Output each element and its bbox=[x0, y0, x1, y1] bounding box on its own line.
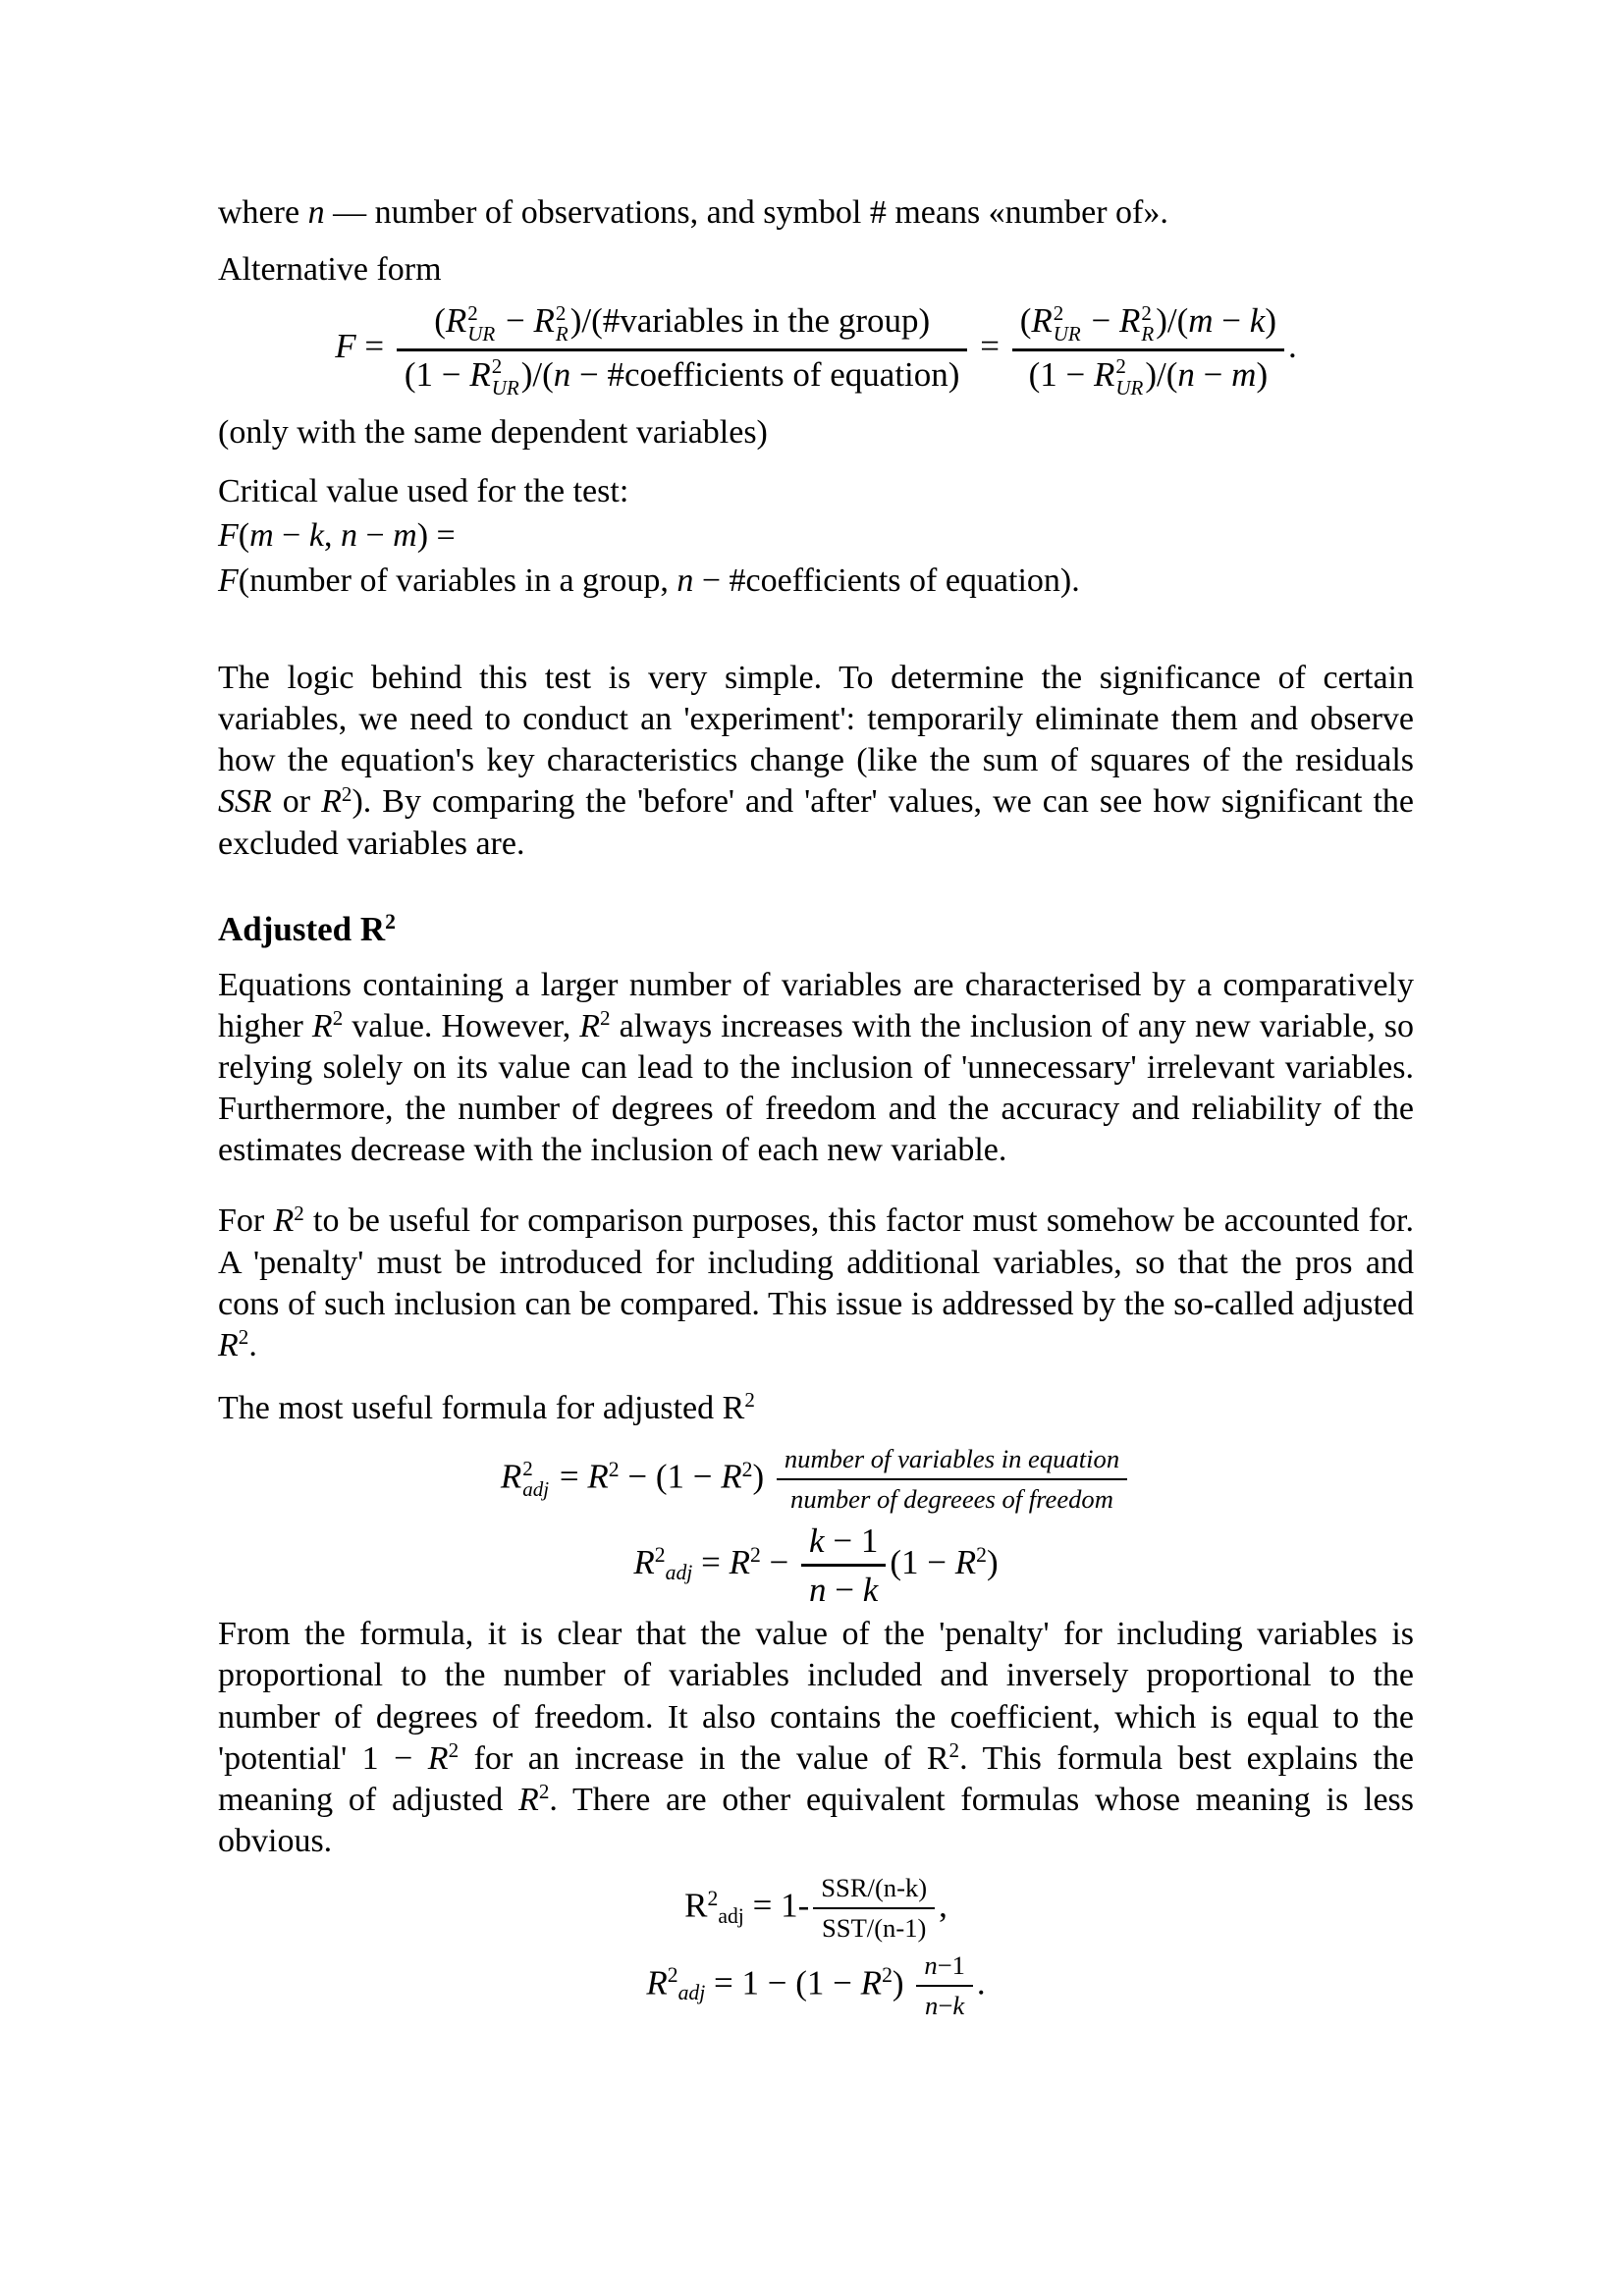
formula-adjusted-r2-verbal: R 2 adj = $R^2 - (1 - R^2)$ $\frac{\text{number of variables in equation}}{\text{number of degreees of freedom}}$ bbox=[218, 1443, 1414, 1516]
critical-value-title: Critical value used for the test: bbox=[218, 473, 629, 510]
paragraph-penalty-intro: For $R^2$ to be useful for comparison purposes, this factor must somehow be accounted for. A 'penalty' must be introduced for including additional variables, so that the pros and cons of such inclusion can be compared. This issue is addressed by the so-called adjusted $R^2$. bbox=[218, 1201, 1415, 1363]
formula-adjusted-r2-k-n: $R^2adj = R^2$ − $\frac{k - 1}{n - k}$ $(1 - R^2)$ bbox=[633, 1521, 999, 1609]
note-same-dependent-variables: (only with the same dependent variables) bbox=[218, 414, 768, 452]
paragraph-penalty-explanation: From the formula, it is clear that the value of the 'penalty' for including variables is proportional to the number of variables included and inversely proportional to the number of degrees of freedom. It also contains the coefficient, which is equal to the 'potential' $1 - R^2$ for an increase in the value of $R^2$. This formula best explains the meaning of adjusted $R^2$. There are other equivalent formulas whose meaning is less obvious. bbox=[218, 1616, 1415, 1860]
formula-adjusted-r2-ssr-sst: $R^2adj = 1-$ $\frac{\text{SSR/(n-k)}}{\text{SST/(n-1)}}$ , bbox=[684, 1873, 947, 1944]
heading-adjusted-r2: Adjusted $R^2$ bbox=[218, 909, 397, 948]
paragraph-test-logic: The logic behind this test is very simple. To determine the significance of certain variables, we need to conduct an 'experiment': temporarily eliminate them and observe how the equation's key characteristics change (like the sum of squares of the residuals SSR or $R^2$). By comparing the 'before' and 'after' values, we can see how significant the excluded variables are. bbox=[218, 659, 1414, 862]
formula-adjusted-r2-n1-nk: $R^2adj = 1 - (1 - R^2)$ $\frac{n-1}{n-k}$ . bbox=[646, 1949, 986, 2020]
critical-value-block bbox=[218, 469, 1414, 603]
paragraph-equations-variables: Equations containing a larger number of variables are characterised by a comparatively higher $R^2$ value. However, $R^2$ always increases with the inclusion of any new variable, so relying solely on its value can lead to the inclusion of 'unnecessary' irrelevant variables. Furthermore, the number of degrees of freedom and the accuracy and reliability of the estimates decrease with the inclusion of each new variable. bbox=[218, 966, 1414, 1169]
paragraph-most-useful-formula: The most useful formula for adjusted $R^2$ bbox=[218, 1388, 755, 1427]
paragraph-where-n: where n — number of observations, and symbol # means «number of». bbox=[218, 194, 1168, 231]
paragraph-alternative-form: Alternative form bbox=[218, 251, 442, 289]
critical-value-f-args: F(m − k, n − m) = bbox=[218, 517, 456, 555]
critical-value-f-verbal: F(number of variables in a group, n − #coefficients of equation). bbox=[218, 561, 1080, 599]
formula-f-test-ratio: F = (R 2 UR − R 2 R )/(#variables in the group) (1 − R 2 UR )/(n − #coefficients of equation) = (R 2 UR − R 2 R )/(m − k) (1 − R 2 UR )/(n − m) . bbox=[335, 300, 1297, 400]
page-content bbox=[218, 0, 1414, 2022]
